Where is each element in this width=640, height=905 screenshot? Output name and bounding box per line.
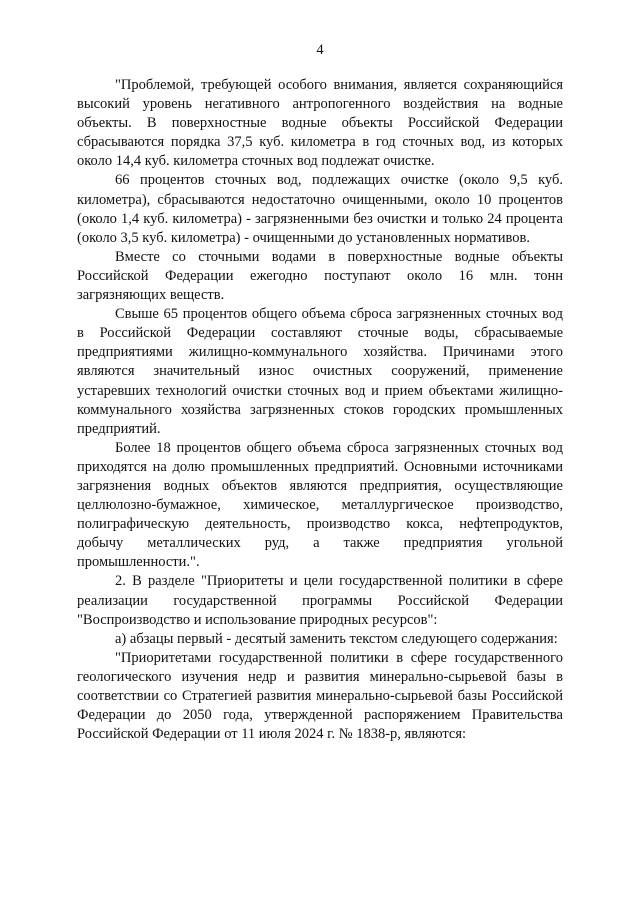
document-body bbox=[77, 76, 563, 744]
paragraph-8: "Приоритетами государственной политики в сфере государственного геологического изучения недр и развития минерально-сырьевой базы в соответствии со Стратегией развития минерально-сырьевой базы Российской Федерации до 2050 года, утвержденной распоряжением Правительства Российской Федерации от 11 июля 2024 г. № 1838-р, являются: bbox=[77, 649, 563, 743]
paragraph-7: а) абзацы первый - десятый заменить текстом следующего содержания: bbox=[115, 630, 558, 647]
paragraph-5: Более 18 процентов общего объема сброса загрязненных сточных вод приходятся на долю промышленных предприятий. Основными источниками загрязнения водных объектов являются предприятия, осуществляющие целлюлозно-бумажное, химическое, металлургическое производство, полиграфическую деятельность, производство кокса, нефтепродуктов, добычу металлических руд, а также предприятия угольной промышленности.". bbox=[77, 439, 563, 571]
paragraph-3: Вместе со сточными водами в поверхностные водные объекты Российской Федерации ежегодно поступают около 16 млн. тонн загрязняющих веществ. bbox=[77, 248, 563, 304]
paragraph-1: "Проблемой, требующей особого внимания, является сохраняющийся высокий уровень негативного антропогенного воздействия на водные объекты. В поверхностные водные объекты Российской Федерации сбрасываются порядка 37,5 куб. километра в год сточных вод, из которых около 14,4 куб. километра сточных вод подлежат очистке. bbox=[77, 77, 563, 170]
paragraph-4: Свыше 65 процентов общего объема сброса загрязненных сточных вод в Российской Федерации составляют сточные воды, сбрасываемые предприятиями жилищно-коммунального хозяйства. Причинами этого являются значительный износ очистных сооружений, применение устаревших технологий очистки сточных вод и прием объектами жилищно-коммунального хозяйства загрязненных стоков городских промышленных предприятий. bbox=[77, 306, 563, 437]
paragraph-2: 66 процентов сточных вод, подлежащих очистке (около 9,5 куб. километра), сбрасываются недостаточно очищенными, около 10 процентов (около 1,4 куб. километра) - загрязненными без очистки и только 24 процента (около 3,5 куб. километра) - очищенными до установленных нормативов. bbox=[77, 172, 563, 246]
paragraph-6: 2. В разделе "Приоритеты и цели государственной политики в сфере реализации государственной программы Российской Федерации "Воспроизводство и использование природных ресурсов": bbox=[77, 573, 563, 628]
page-number: 4 bbox=[316, 42, 324, 58]
